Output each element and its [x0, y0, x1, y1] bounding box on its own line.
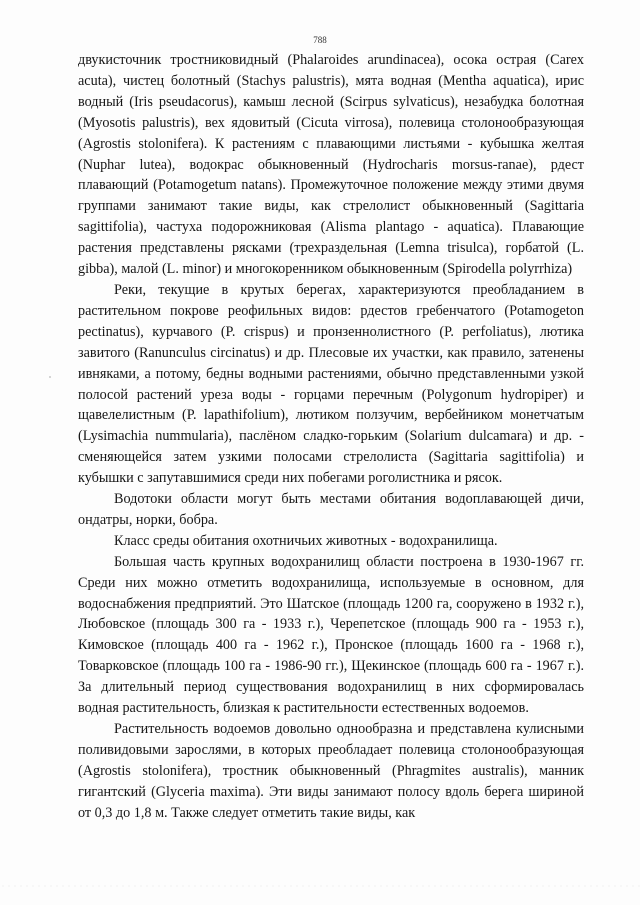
paragraph-rivers: Реки, текущие в крутых берегах, характеризуются преобладанием в растительном покрове реофильных видов: рдестов гребенчатого (Potamogeton pectinatus), курчавого (P. crispus) и пронзеннолистного (P. perfoliatus), лютика завитого (Ranunculus circinatus) и др. Плесовые их участки, как правило, затенены ивняками, а потому, бедны водными растениями, обычно представленными узкой полосой растений уреза воды - горцами перечным (Polygonum hydropiper) и щавелелистным (P. lapathifolium), лютиком ползучим, вербейником монетчатым (Lysimachia nummularia), паслёном сладко-горьким (Solarium dulcamara) и др. - сменяющейся затем узкими полосами стрелолиста (Sagittaria sagittifolia) и кубышки с запутавшимися среди них побегами роголистника и рясок.: [78, 281, 584, 487]
paragraph-reservoirs: Большая часть крупных водохранилищ области построена в 1930-1967 гг. Среди них можно отметить водохранилища, используемые в основном, для водоснабжения предприятий. Это Шатское (площадь 1200 га, сооружено в 1932 г.), Любовское (площадь 300 га - 1933 г.), Черепетское (площадь 900 га - 1953 г.), Кимовское (площадь 400 га - 1962 г.), Пронское (площадь 1600 га - 1968 г.), Товарковское (площадь 100 га - 1986-90 гг.), Щекинское (площадь 600 га - 1967 г.). За длительный период существования водохранилищ в них сформировалась водная растительность, близкая к растительности естественных водоемов.: [78, 553, 584, 717]
paragraph-watercourses: Водотоки области могут быть местами обитания водоплавающей дичи, ондатры, норки, бобра.: [78, 491, 584, 528]
body-text: [78, 50, 584, 824]
paragraph-vegetation: Растительность водоемов довольно однообразна и представлена кулисными поливидовыми зарослями, в которых преобладает полевица столонообразующая (Agrostis stolonifera), тростник обыкновенный (Phragmites australis), манник гигантский (Glyceria maxima). Эти виды занимают полосу вдоль берега шириной от 0,3 до 1,8 м. Также следует отметить такие виды, как: [78, 721, 584, 821]
scan-artifact-bottom: [0, 884, 640, 888]
page-number: 788: [313, 35, 327, 45]
scan-artifact: [49, 376, 51, 378]
paragraph-habitat-class: Класс среды обитания охотничьих животных - водохранилища.: [114, 532, 498, 549]
paragraph-continuation: двукисточник тростниковидный (Phalaroides arundinacea), осока острая (Carex acuta), чистец болотный (Stachys palustris), мята водная (Mentha aquatica), ирис водный (Iris pseudacorus), камыш лесной (Scirpus sylvaticus), незабудка болотная (Myosotis palustris), вех ядовитый (Cicuta virrosa), полевица столонообразующая (Agrostis stolonifera). К растениям с плавающими листьями - кубышка желтая (Nuphar lutea), водокрас обыкновенный (Hydrocharis morsus-ranae), рдест плавающий (Potamogetum natans). Промежуточное положение между этими двумя группами занимают такие виды, как стрелолист обыкновенный (Sagittaria sagittifolia), частуха подорожниковая (Alisma plantago - aquatica). Плавающие растения представлены рясками (трехраздельная (Lemna trisulca), горбатой (L. gibba), малой (L. minor) и многокоренником обыкновенным (Spirodella polyrrhiza): [78, 52, 584, 278]
